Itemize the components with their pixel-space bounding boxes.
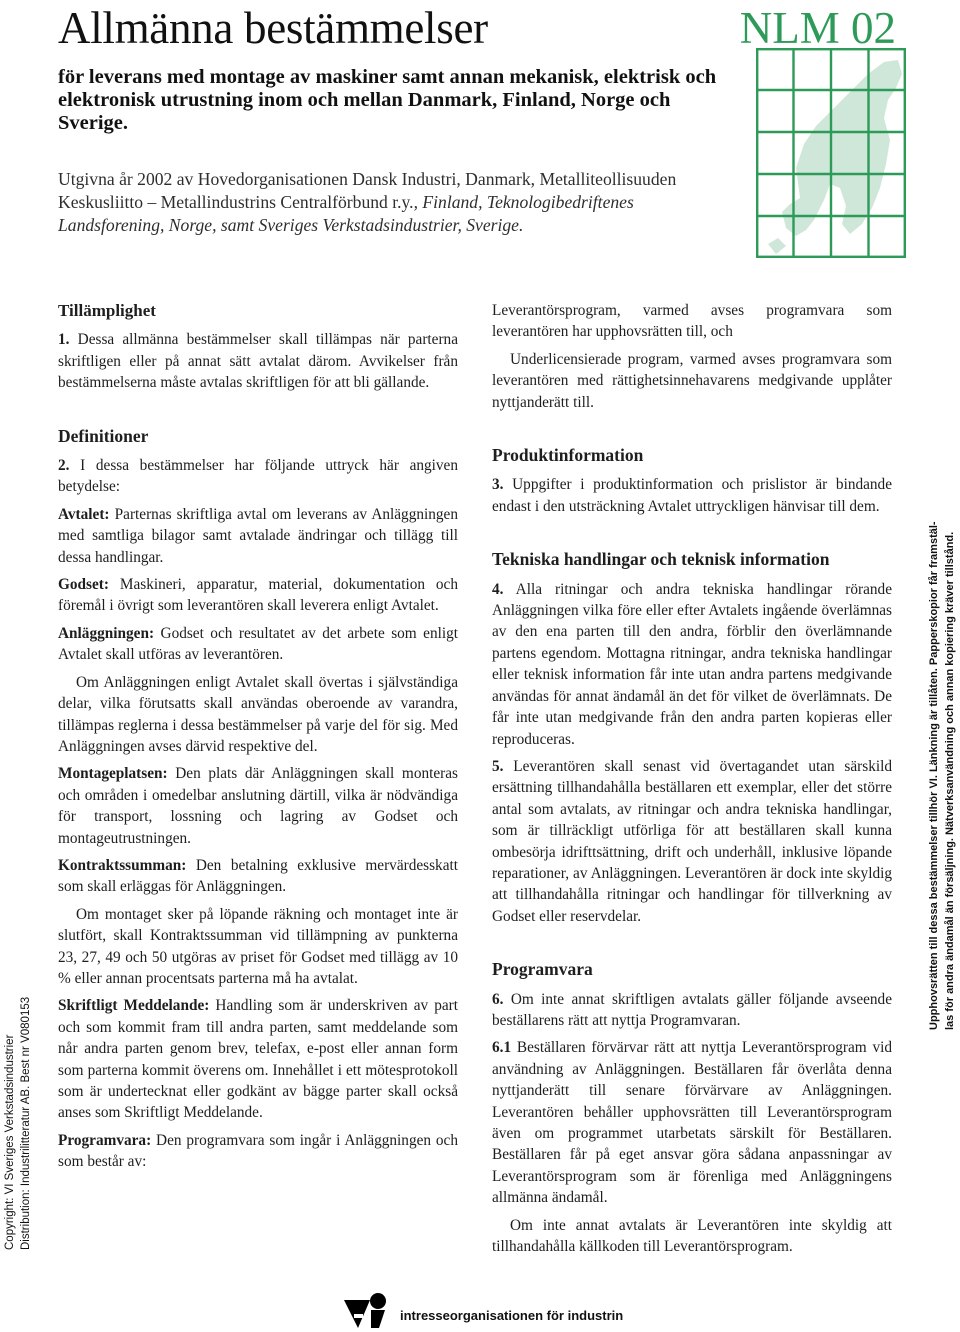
footer-org-text: intresseorganisationen för industrin: [400, 1308, 624, 1323]
paragraph-4: [492, 579, 892, 750]
paragraph-6: [492, 989, 892, 1032]
definition-term: Kontraktssumman:: [58, 856, 187, 874]
paragraph-6-1: [492, 1037, 892, 1208]
definition-godset: [58, 574, 458, 617]
paragraph-number: 3.: [492, 476, 504, 494]
paragraph-number: 2.: [58, 457, 70, 475]
definition-skriftligt-meddelande: [58, 995, 458, 1123]
definition-kontraktssumman: [58, 855, 458, 898]
definition-montageplatsen: [58, 763, 458, 849]
footer: [344, 1292, 644, 1330]
paragraph-kallkod: Om inte annat avtalats är Leverantören inte skyldig att tillhandahålla källkoden till Leverantörsprogram.: [492, 1216, 892, 1256]
intro-italic: , Finland, Teknologibedriftenes Landsforening, Norge, samt Sveriges Verkstadsindustrier, Sverige.: [58, 192, 634, 235]
rights-line-2: las för andra ändamål än försäljning. Nätverksanvändning och annan kopiering kräver tillstånd.: [944, 531, 956, 1030]
paragraph-number: 1.: [58, 331, 70, 349]
nordic-map-grid-icon: [756, 48, 906, 258]
definition-text: Parternas skriftliga avtal om leverans av Anläggningen med samtliga bilagor samt avtalade ändringar och tillägg till dessa handlingar.: [58, 505, 458, 566]
paragraph-leverantorsprogram: Leverantörsprogram, varmed avses programvara som leverantören har upphovsrätten till, och: [492, 302, 892, 341]
paragraph-lopande-rakning: Om montaget sker på löpande räkning och montaget inte är slutfört, skall Kontraktssumman vid tillämpning av punkterna 23, 27, 49 och 50 utgöras av priset för Godset med tillägg av 10 % eller annan procentsats parterna må ha avtalat.: [58, 905, 458, 987]
rights-sidebar: [920, 470, 960, 1030]
paragraph-underlicensierade: Underlicensierade program, varmed avses programvara som leverantören med rättighetsinnehavarens medgivande upplåter nyttjanderätt till.: [492, 350, 892, 411]
document-subtitle: för leverans med montage av maskiner samt annan mekanisk, elektrisk och elektronisk utrustning inom och mellan Danmark, Finland, Norge och Sverige.: [58, 66, 717, 134]
definition-term: Skriftligt Meddelande:: [58, 997, 210, 1015]
paragraph-text: Om inte annat skriftligen avtalats gäller följande avseende beställarens rätt att nyttja Programvaran.: [492, 990, 892, 1029]
paragraph-text: Leverantören skall senast vid övertagandet utan särskild ersättning tillhandahålla beställaren ett exemplar, eller det större antal som avtalats, av ritningar och andra tekniska handlingar, som är tillräckligt utförliga för att beställaren skall kunna ombesörja idrifttsättning, drift och underhåll, inklusive löpande reparationer, av Anläggningen. Leverantören är dock inte skyldig att tillhandahålla ritningar och handlingar för tillverkning av Godset eller reservdelar.: [492, 757, 892, 925]
definition-term: Anläggningen:: [58, 624, 155, 642]
definition-text: Den programvara som ingår i Anläggningen och som består av:: [58, 1131, 458, 1171]
paragraph-text: Dessa allmänna bestämmelser skall tillämpas när parterna skriftligen eller på annat sätt avtalat därom. Avvikelser från bestämmelserna måste avtalas skriftligen för att bli gällande.: [58, 331, 458, 392]
vi-logo-icon: [344, 1292, 388, 1330]
paragraph-number: 4.: [492, 580, 504, 598]
paragraph-text: Uppgifter i produktinformation och prislistor är bindande endast i den utsträckning Avtalet uttryckligen hänvisar till dem.: [492, 476, 892, 515]
definition-programvara: [58, 1130, 458, 1173]
left-column: [58, 300, 458, 1179]
heading-tekniska: Tekniska handlingar och teknisk information: [492, 549, 830, 570]
paragraph-text: Beställaren förvärvar rätt att nyttja Leverantörsprogram vid användning av Anläggningen. Beställaren får överlåta denna nyttjanderätt till senare förvärvare av Anläggningen. Leverantören behåller upphovsrätten till Leverantörsprogram även om programmet utarbetats särskilt för Beställaren. Beställaren får på eget ansvar göra sådana anpassningar av Leverantörsprogram som är förenliga med Anläggningens allmänna ändamål.: [492, 1039, 892, 1207]
definition-term: Avtalet:: [58, 505, 110, 523]
definition-text: Den plats där Anläggningen skall monteras och områden i omedelbar anslutning därtill, vilka är nödvändiga för transport, lossning och lagring av Godset och montageutrustningen.: [58, 765, 458, 847]
heading-tillamplighet: Tillämplighet: [58, 301, 156, 320]
paragraph-number: 5.: [492, 757, 504, 775]
definition-text: Maskineri, apparatur, material, dokumentation och föremål i övrigt som leverantören skall leverera enligt Avtalet.: [58, 576, 458, 615]
paragraph-2: [58, 455, 458, 498]
copyright-line: Copyright: VI Sveriges Verkstadsindustrier: [4, 1034, 16, 1250]
definition-term: Godset:: [58, 576, 109, 594]
definition-text: Godset och resultatet av det arbete som enligt Avtalet skall utföras av leverantören.: [58, 624, 458, 664]
paragraph-5: [492, 756, 892, 927]
definition-term: Montageplatsen:: [58, 765, 168, 783]
definition-text: Den betalning exklusive mervärdesskatt som skall erläggas för Anläggningen.: [58, 856, 458, 896]
paragraph-text: I dessa bestämmelser har följande uttryck här angiven betydelse:: [58, 457, 458, 496]
intro-plain: Utgivna år 2002 av Hovedorganisationen Dansk Industri, Danmark, Metalliteollisuuden Keskusliitto – Metallindustrins Centralförbund r.y.: [58, 169, 677, 212]
definition-anlaggningen: [58, 623, 458, 666]
paragraph-1: [58, 329, 458, 393]
paragraph-number: 6.1: [492, 1039, 512, 1057]
publisher-intro: [58, 168, 738, 237]
copyright-sidebar: [4, 960, 44, 1250]
right-column: [492, 300, 892, 1263]
paragraph-delar: Om Anläggningen enligt Avtalet skall övertas i självständiga delar, vilka förutsatts skall användas oberoende av varandra, tillämpas reglerna i dessa bestämmelser på varje del för sig. Med Anläggningen avses därvid respektive del.: [58, 673, 458, 755]
document-title: Allmänna bestämmelser: [58, 3, 488, 53]
paragraph-number: 6.: [492, 990, 504, 1008]
distribution-line: Distribution: Industrilitteratur AB. Best nr V080153: [20, 996, 32, 1250]
definition-avtalet: [58, 504, 458, 568]
heading-programvara: Programvara: [492, 959, 593, 980]
paragraph-3: [492, 474, 892, 517]
heading-definitioner: Definitioner: [58, 425, 149, 446]
definition-text: Handling som är underskriven av part och som kommit fram till andra parten, samt meddelande som når andra parten genom brev, telefax, e-post eller annan form som parterna kommit överens om. Innehållet i ett mötesprotokoll som är undertecknat eller godkänt av bägge parter skall också anses som Skriftligt Meddelande.: [58, 997, 458, 1122]
document-code: NLM 02: [739, 3, 896, 53]
heading-produktinformation: Produktinformation: [492, 445, 644, 466]
definition-term: Programvara:: [58, 1131, 152, 1149]
paragraph-text: Alla ritningar och andra tekniska handlingar rörande Anläggningen vilka före eller efter Avtalets ingående överlämnas av den ena parten till den andra, förblir den överlämnande partens egendom. Mottagna ritningar, andra tekniska handlingar eller teknisk information får inte utan andra partens medgivande användas för annat ändamål än det för vilket de överlämnats. De får inte utan medgivande från den andra parten kopieras eller reproduceras.: [492, 580, 892, 748]
rights-line-1: Upphovsrätten till dessa bestämmelser tillhör VI. Länkning är tillåten. Papperskopior får framstäl-: [928, 521, 940, 1030]
